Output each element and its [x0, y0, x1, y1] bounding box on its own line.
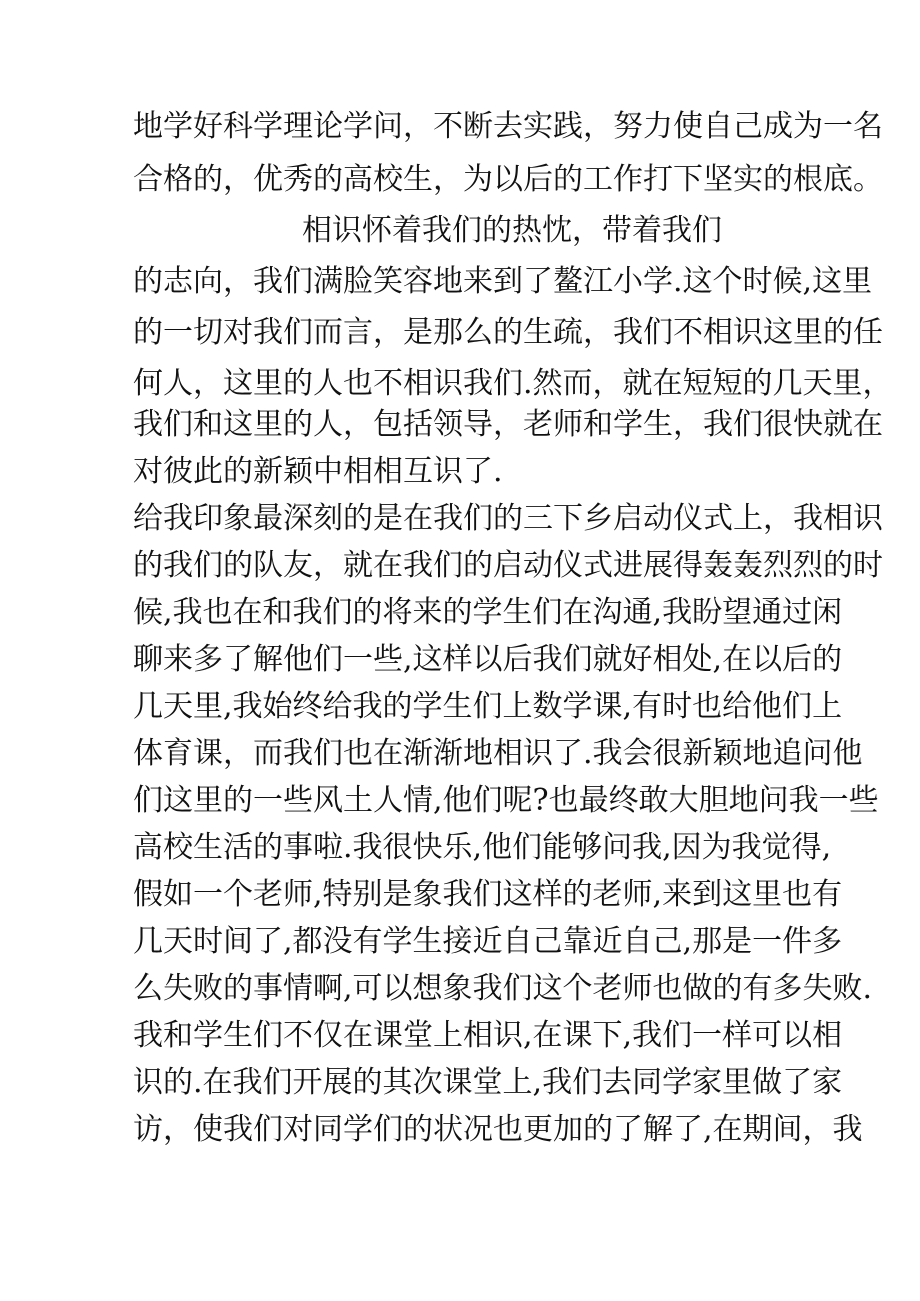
text-line: 们这里的一些风土人情,他们呢?也最终敢大胆地问我一些 — [133, 783, 879, 818]
text-line: 的一切对我们而言，是那么的生疏，我们不相识这里的任 — [133, 315, 883, 350]
text-line: 访，使我们对同学们的状况也更加的了解了,在期间，我 — [133, 1112, 863, 1147]
section-heading: 相识怀着我们的热忱，带着我们 — [302, 213, 722, 248]
text-line: 假如一个老师,特别是象我们这样的老师,来到这里也有 — [133, 877, 843, 912]
text-line: 聊来多了解他们一些,这样以后我们就好相处,在以后的 — [133, 642, 843, 677]
text-line: 体育课，而我们也在渐渐地相识了.我会很新颖地追问他 — [133, 736, 863, 771]
text-line: 么失败的事情啊,可以想象我们这个老师也做的有多失败. — [133, 971, 873, 1006]
text-line: 何人，这里的人也不相识我们.然而，就在短短的几天里， — [133, 366, 893, 401]
text-line: 识的.在我们开展的其次课堂上,我们去同学家里做了家 — [133, 1065, 843, 1100]
text-line: 几天里,我始终给我的学生们上数学课,有时也给他们上 — [133, 689, 843, 724]
text-line: 的志向，我们满脸笑容地来到了鳌江小学.这个时候,这里 — [133, 264, 873, 299]
text-line: 我和学生们不仅在课堂上相识,在课下,我们一样可以相 — [133, 1018, 843, 1053]
text-line: 我们和这里的人，包括领导，老师和学生，我们很快就在 — [133, 407, 883, 442]
text-line: 高校生活的事啦.我很快乐,他们能够问我,因为我觉得, — [133, 830, 832, 865]
text-line: 合格的，优秀的高校生，为以后的工作打下坚实的根底。 — [133, 162, 883, 197]
text-line: 的我们的队友，就在我们的启动仪式进展得轰轰烈烈的时 — [133, 548, 883, 583]
text-line: 候,我也在和我们的将来的学生们在沟通,我盼望通过闲 — [133, 595, 843, 630]
text-line: 对彼此的新颖中相相互识了. — [133, 454, 503, 489]
text-line: 地学好科学理论学问，不断去实践，努力使自己成为一名 — [133, 109, 883, 144]
text-line: 几天时间了,都没有学生接近自己靠近自己,那是一件多 — [133, 924, 843, 959]
text-line: 给我印象最深刻的是在我们的三下乡启动仪式上，我相识 — [133, 501, 883, 536]
